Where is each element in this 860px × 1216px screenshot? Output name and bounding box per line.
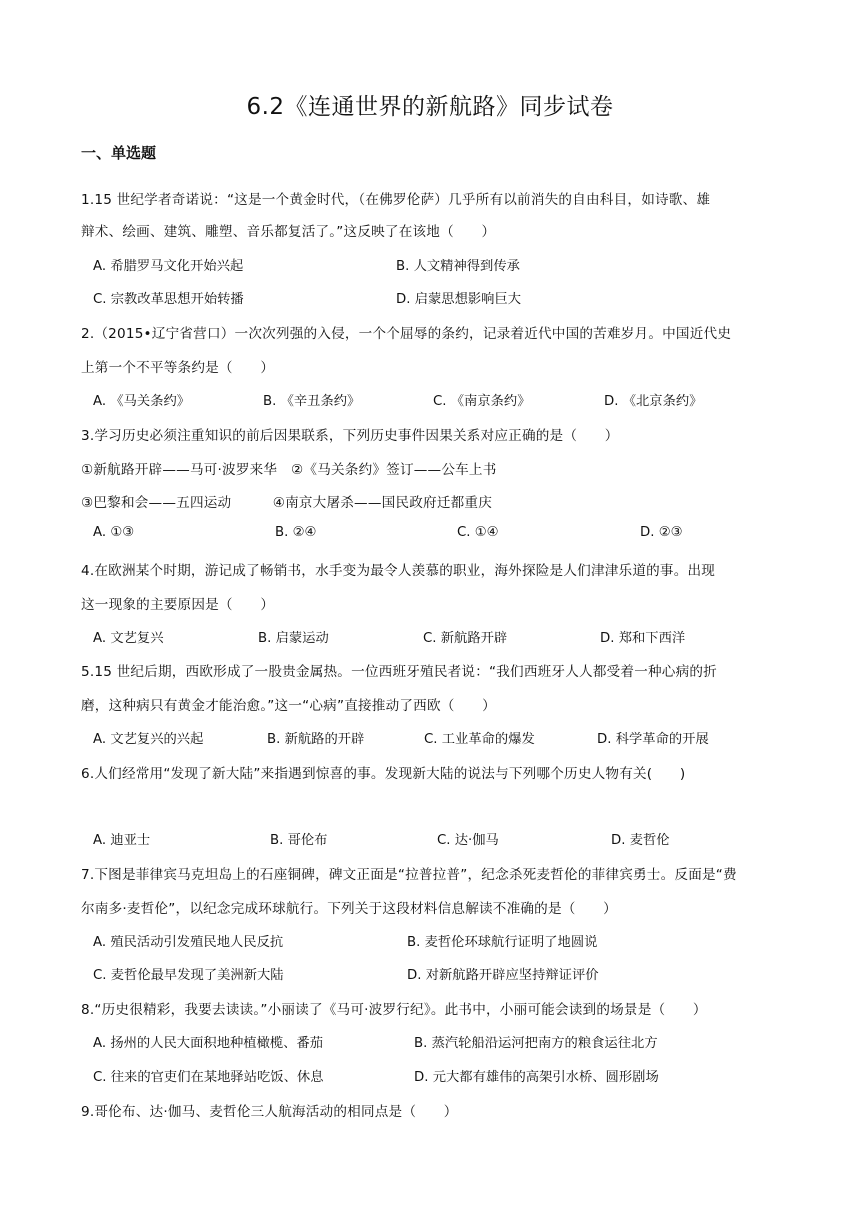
- question-4-line-2: 这一现象的主要原因是（ ）: [81, 597, 275, 613]
- question-4-line-1: 4.在欧洲某个时期，游记成了畅销书，水手变为最令人羡慕的职业，海外探险是人们津津乐道的事。出现: [81, 563, 716, 579]
- question-3-line-1: 3.学习历史必须注重知识的前后因果联系，下列历史事件因果关系对应正确的是（ ）: [81, 428, 619, 444]
- question-3-line-3: ③巴黎和会——五四运动 ④南京大屠杀——国民政府迁都重庆: [81, 495, 492, 511]
- question-8-option-d: D. 元大都有雄伟的高架引水桥、圆形剧场: [414, 1070, 659, 1085]
- page-title: 6.2《连通世界的新航路》同步试卷: [246, 94, 614, 120]
- question-1-line-2: 辩术、绘画、建筑、雕塑、音乐都复活了。”这反映了在该地（ ）: [81, 224, 496, 240]
- question-7-option-a: A. 殖民活动引发殖民地人民反抗: [93, 935, 284, 950]
- question-5-option-b: B. 新航路的开辟: [267, 732, 365, 747]
- question-2-line-1: 2.（2015•辽宁省营口）一次次列强的入侵，一个个屈辱的条约，记录着近代中国的苦难岁月。中国近代史: [81, 326, 732, 342]
- question-3-option-b: B. ②④: [275, 525, 317, 540]
- question-5-option-d: D. 科学革命的开展: [597, 732, 709, 747]
- question-2-option-d: D. 《北京条约》: [604, 394, 703, 409]
- question-3-line-2: ①新航路开辟——马可·波罗来华 ②《马关条约》签订——公车上书: [81, 462, 497, 478]
- question-6-option-b: B. 哥伦布: [270, 833, 328, 848]
- question-2-option-a: A. 《马关条约》: [93, 394, 191, 409]
- question-1-line-1: 1.15 世纪学者奇诺说：“这是一个黄金时代，（在佛罗伦萨）几乎所有以前消失的自由科目，如诗歌、雄: [81, 192, 711, 208]
- question-5-line-2: 磨，这种病只有黄金才能治愈。”这一“心病”直接推动了西欧（ ）: [81, 698, 496, 714]
- question-6-option-c: C. 达·伽马: [437, 833, 499, 848]
- question-1-option-a: A. 希腊罗马文化开始兴起: [93, 259, 244, 274]
- section-heading: 一、单选题: [81, 144, 157, 162]
- question-8-option-c: C. 往来的官吏们在某地驿站吃饭、休息: [93, 1070, 324, 1085]
- question-4-option-b: B. 启蒙运动: [258, 631, 329, 646]
- question-7-option-c: C. 麦哲伦最早发现了美洲新大陆: [93, 968, 284, 983]
- question-7-option-b: B. 麦哲伦环球航行证明了地圆说: [407, 935, 598, 950]
- question-5-option-a: A. 文艺复兴的兴起: [93, 732, 204, 747]
- question-4-option-a: A. 文艺复兴: [93, 631, 164, 646]
- question-4-option-c: C. 新航路开辟: [423, 631, 508, 646]
- question-2-option-b: B. 《辛丑条约》: [263, 394, 361, 409]
- question-9-line-1: 9.哥伦布、达·伽马、麦哲伦三人航海活动的相同点是（ ）: [81, 1104, 458, 1120]
- question-5-option-c: C. 工业革命的爆发: [424, 732, 535, 747]
- question-6-option-d: D. 麦哲伦: [611, 833, 670, 848]
- question-6-option-a: A. 迪亚士: [93, 833, 151, 848]
- question-3-option-c: C. ①④: [457, 525, 499, 540]
- question-8-option-a: A. 扬州的人民大面积地种植橄榄、番茄: [93, 1036, 324, 1051]
- question-8-option-b: B. 蒸汽轮船沿运河把南方的粮食运往北方: [414, 1036, 658, 1051]
- question-1-option-c: C. 宗教改革思想开始转播: [93, 292, 244, 307]
- question-7-line-2: 尔南多·麦哲伦”，以纪念完成环球航行。下列关于这段材料信息解读不准确的是（ ）: [81, 901, 617, 917]
- question-6-line-1: 6.人们经常用“发现了新大陆”来指遇到惊喜的事。发现新大陆的说法与下列哪个历史人物有关( ): [81, 766, 686, 782]
- question-2-line-2: 上第一个不平等条约是（ ）: [81, 360, 275, 376]
- question-7-option-d: D. 对新航路开辟应坚持辩证评价: [407, 968, 599, 983]
- question-7-line-1: 7.下图是菲律宾马克坦岛上的石座铜碑，碑文正面是“拉普拉普”，纪念杀死麦哲伦的菲律宾勇士。反面是“费: [81, 867, 737, 883]
- question-8-line-1: 8.“历史很精彩，我要去读读。”小丽读了《马可·波罗行纪》。此书中，小丽可能会读到的场景是（ ）: [81, 1002, 707, 1018]
- question-2-option-c: C. 《南京条约》: [433, 394, 531, 409]
- question-5-line-1: 5.15 世纪后期，西欧形成了一股贵金属热。一位西班牙殖民者说：“我们西班牙人人都受着一种心病的折: [81, 664, 717, 680]
- question-1-option-d: D. 启蒙思想影响巨大: [396, 292, 522, 307]
- question-3-option-a: A. ①③: [93, 525, 135, 540]
- question-3-option-d: D. ②③: [640, 525, 683, 540]
- question-4-option-d: D. 郑和下西洋: [600, 631, 686, 646]
- question-1-option-b: B. 人文精神得到传承: [396, 259, 520, 274]
